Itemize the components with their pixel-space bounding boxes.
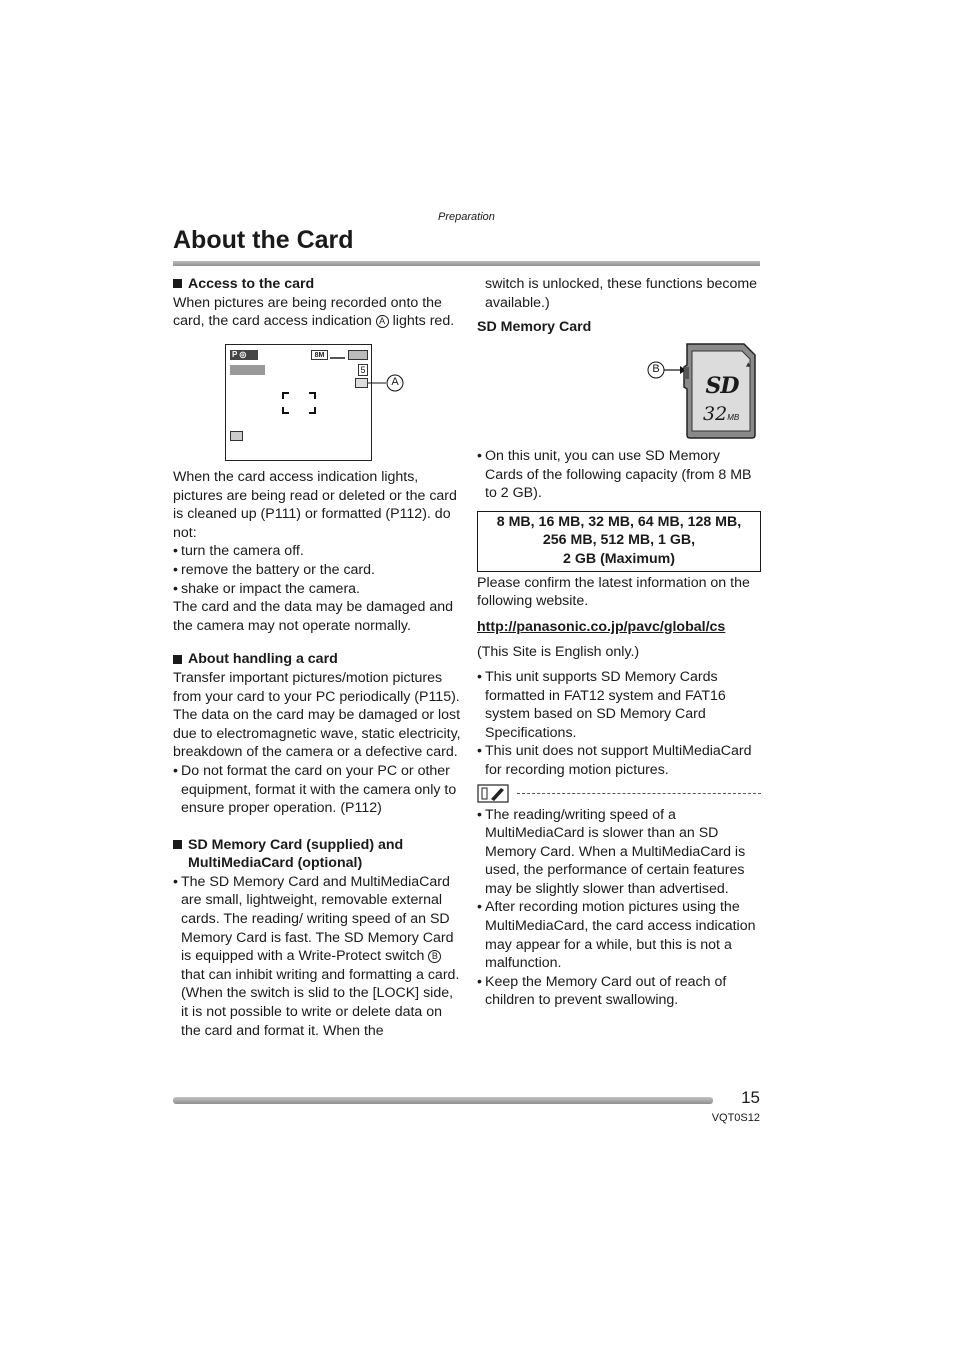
note-bullets xyxy=(477,806,761,1011)
right-column-bottom xyxy=(477,447,761,1010)
section-label: Preparation xyxy=(438,211,495,223)
remaining-count: 5 xyxy=(358,364,368,376)
website-link[interactable]: http://panasonic.co.jp/pavc/global/cs xyxy=(477,618,726,635)
access-after: The card and the data may be damaged and the camera may not operate normally. xyxy=(173,599,454,634)
capacity-box xyxy=(477,511,761,572)
handling-paragraph: Transfer important pictures/motion pictures from your card to your PC periodically (P115). The data on the card may be damaged or lost due to electromagnetic wave, static electricity, breakdown of the camera or a defective card. xyxy=(173,669,461,761)
continued-text: switch is unlocked, these functions become available.) xyxy=(485,276,758,311)
list-item: • remove the battery or the card. xyxy=(173,561,463,580)
english-only-note: (This Site is English only.) xyxy=(477,644,640,661)
lcd-illustration xyxy=(225,344,372,461)
svg-text:▲: ▲ xyxy=(746,361,751,368)
card-capacity: 32MB xyxy=(703,403,740,425)
handling-heading: About handling a card xyxy=(173,650,463,669)
capacity-line: 8 MB, 16 MB, 32 MB, 64 MB, 128 MB, xyxy=(496,513,742,530)
access-intro: When pictures are being recorded onto the card, the card access indication A lights red. xyxy=(173,294,455,330)
picture-size-icon: 8M xyxy=(311,350,328,360)
list-item: • The reading/writing speed of a MultiMediaCard is slower than an SD Memory Card. When a MultiMediaCard is used, the performance of certain features may be slightly slower than advertised. xyxy=(477,806,761,899)
access-heading: Access to the card xyxy=(173,275,463,294)
note-header xyxy=(477,784,761,806)
access-bullets xyxy=(173,542,463,598)
sd-bullets xyxy=(173,873,463,1040)
mode-icon: P ◎ xyxy=(230,350,258,360)
square-bullet-icon xyxy=(173,279,182,288)
list-item: • turn the camera off. xyxy=(173,542,463,561)
document-code: VQT0S12 xyxy=(711,1112,760,1124)
list-item: • After recording motion pictures using the MultiMediaCard, the card access indication may appear for a while, but this is not a malfunction. xyxy=(477,898,761,972)
square-bullet-icon xyxy=(173,840,182,849)
list-item: • Keep the Memory Card out of reach of children to prevent swallowing. xyxy=(477,973,761,1010)
support-bullets xyxy=(477,668,761,780)
af-frame-icon xyxy=(281,391,317,415)
metering-icon xyxy=(230,431,243,441)
page-number: 15 xyxy=(741,1088,760,1107)
stabilizer-icon xyxy=(230,365,265,375)
list-item: • This unit does not support MultiMediaCard for recording motion pictures. xyxy=(477,742,761,779)
sd-heading: SD Memory Card (supplied) and MultiMediaCard (optional) xyxy=(173,836,463,873)
list-item: • shake or impact the camera. xyxy=(173,580,463,599)
handling-bullets xyxy=(173,762,463,818)
title-rule xyxy=(173,261,760,266)
note-icon xyxy=(477,784,509,804)
sd-logo: SD xyxy=(705,373,739,399)
quality-icon xyxy=(330,351,345,359)
capacity-line: 256 MB, 512 MB, 1 GB, xyxy=(542,532,696,549)
marker-b-label: B xyxy=(652,363,660,375)
battery-icon xyxy=(348,350,368,360)
capacity-bullets xyxy=(477,447,761,503)
marker-a-icon: A xyxy=(376,315,389,328)
left-column-top xyxy=(173,275,463,331)
list-item: • On this unit, you can use SD Memory Cards of the following capacity (from 8 MB to 2 GB). xyxy=(477,447,761,503)
footer-rule xyxy=(173,1097,713,1104)
list-item: • Do not format the card on your PC or other equipment, format it with the camera only to ensure proper operation. (P112) xyxy=(173,762,463,818)
square-bullet-icon xyxy=(173,655,182,664)
sd-card-label: SD Memory Card xyxy=(477,319,592,336)
page-title: About the Card xyxy=(173,226,354,254)
marker-a-label: A xyxy=(391,376,399,388)
list-item: • This unit supports SD Memory Cards formatted in FAT12 system and FAT16 system based on SD Memory Card Specifications. xyxy=(477,668,761,742)
capacity-line: 2 GB (Maximum) xyxy=(563,550,675,567)
list-item: • The SD Memory Card and MultiMediaCard are small, lightweight, removable external cards. The reading/ writing speed of an SD Memory Card is fast. The SD Memory Card is equipped with a Write-Protect switch B that can inhibit writing and formatting a card. (When the switch is slid to the [LOCK] side, it is not possible to write or delete data on the card and format it. When the xyxy=(173,873,463,1040)
confirm-text: Please confirm the latest information on the following website. xyxy=(477,574,750,610)
right-column-top xyxy=(477,275,761,337)
left-column-bottom xyxy=(173,468,463,1040)
access-paragraph: When the card access indication lights, pictures are being read or deleted or the card is cleaned up (P111) or formatted (P112). do not: xyxy=(173,469,457,541)
marker-b-icon: B xyxy=(428,950,441,963)
note-divider xyxy=(517,793,761,794)
